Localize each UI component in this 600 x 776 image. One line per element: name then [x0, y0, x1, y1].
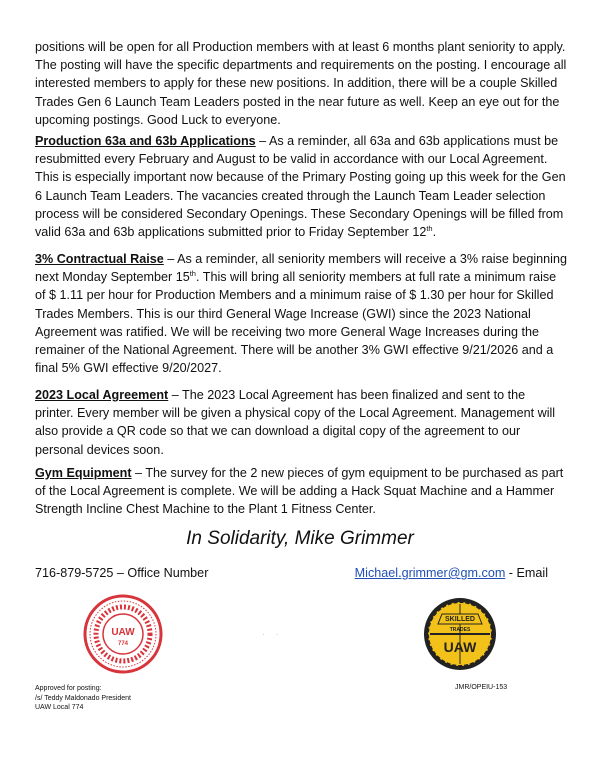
- logo-trades-text: TRADES: [449, 627, 471, 633]
- approval-local: UAW Local 774: [35, 704, 84, 711]
- paragraph-contractual-raise: [35, 250, 567, 377]
- email-contact: [355, 566, 548, 580]
- section-heading: Gym Equipment: [35, 466, 132, 480]
- logo-uaw-text: UAW: [443, 639, 477, 655]
- email-link[interactable]: Michael.grimmer@gm.com: [354, 566, 506, 580]
- paragraph-text: – As a reminder, all 63a and 63b applications must be resubmitted every February and August to be valid in accordance with our Local Agreement. This is especially important now because of the Primary Posting going up this week for the Gen 6 Launch Team Leaders. The vacancies created through the Launch Team Leader selection process will be considered Secondary Openings. These Secondary Openings will be filled from valid 63a and 63b applications submitted prior to Friday September 12: [35, 134, 566, 240]
- paragraph-text: – The survey for the 2 new pieces of gym equipment to be purchased as part of the Local Agreement is complete. We will be adding a Hack Squat Machine and a Hammer Strength Incline Chest Machine to the Plant 1 Fitness Center.: [35, 466, 564, 517]
- paragraph-text: positions will be open for all Production members with at least 6 months plant seniority to apply. The posting will have the specific departments and requirements on the posting. I encourage all interested members to apply for these new positions. In addition, there will be a couple Skilled Trades Gen 6 Launch Team Leaders posted in the near future as well. Keep an eye out for the upcoming postings. Good Luck to everyone.: [35, 40, 567, 127]
- paragraph-tail: .: [432, 225, 437, 240]
- decorative-dots: · ·: [262, 630, 279, 639]
- uaw-local-774-logo: [83, 594, 163, 674]
- paragraph-tail: . This will bring all seniority members at full rate a minimum raise of $ 1.11 per hour for Production Members and a minimum raise of $ 1.30 per hour for Skilled Trades Members. This is our third General Wage Increase (GWI) since the 2023 National Agreement was ratified. We will be receiving two more General Wage Increases during the remainer of the National Agreement. There will be another 3% GWI effective 9/21/2026 and a final 5% GWI effective 9/20/2027.: [35, 270, 557, 376]
- section-heading: Production 63a and 63b Applications: [35, 134, 256, 148]
- logo-local-number: 774: [117, 641, 129, 647]
- office-phone: 716-879-5725 – Office Number: [35, 566, 209, 580]
- paragraph-63a-63b: [35, 132, 567, 241]
- signoff: In Solidarity, Mike Grimmer: [186, 528, 414, 549]
- section-heading: 2023 Local Agreement: [35, 388, 169, 402]
- superscript: th: [189, 269, 196, 279]
- paragraph-gym-equipment: [35, 464, 567, 519]
- approval-block: [35, 684, 131, 713]
- logo-skilled-text: SKILLED: [445, 616, 475, 623]
- email-suffix: - Email: [505, 566, 548, 580]
- paragraph-text: – As a reminder, all seniority members will receive a 3% raise beginning next Monday September 15: [35, 252, 567, 285]
- section-heading: 3% Contractual Raise: [35, 252, 164, 266]
- paragraph-local-agreement: [35, 386, 567, 459]
- paragraph-positions: [35, 38, 567, 129]
- approval-line: Approved for posting:: [35, 685, 102, 692]
- footer-code: JMR/OPEIU-153: [455, 684, 508, 691]
- paragraph-text: – The 2023 Local Agreement has been finalized and sent to the printer. Every member will be given a physical copy of the Local Agreement. Management will also provide a QR code so that we can download a digital copy of the agreement to our personal devices soon.: [35, 388, 556, 457]
- approval-signature: /s/ Teddy Maldonado President: [35, 694, 131, 702]
- superscript: th: [426, 223, 433, 233]
- logo-uaw-text: UAW: [111, 627, 135, 638]
- skilled-trades-uaw-logo: [420, 594, 500, 674]
